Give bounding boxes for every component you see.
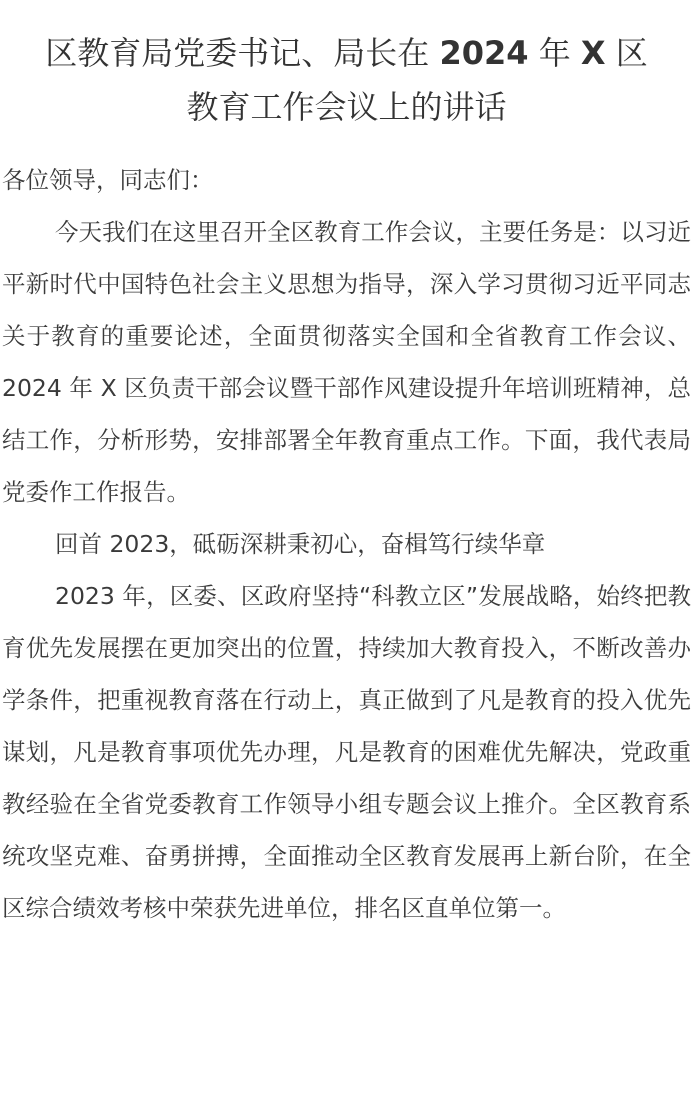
title-year: 2024	[439, 34, 529, 72]
title-part-a: 区教育局党委书记、局长在	[45, 34, 430, 72]
title-district-x: X	[580, 34, 606, 72]
title-line-2: 教育工作会议上的讲话	[186, 88, 507, 126]
paragraph-intro: 今天我们在这里召开全区教育工作会议，主要任务是：以习近平新时代中国特色社会主义思想为指导，深入学习贯彻习近平同志关于教育的重要论述，全面贯彻落实全国和全省教育工作会议、2024 年 X 区负责干部会议暨干部作风建设提升年培训班精神，总结工作，分析形势，安排部署全年教育重点工作。下面，我代表局党委作工作报告。	[2, 218, 691, 506]
section-heading: 回首 2023，砥砺深耕秉初心，奋楫笃行续华章	[55, 530, 546, 558]
paragraph-2023-review: 2023 年，区委、区政府坚持“科教立区”发展战略，始终把教育优先发展摆在更加突出的位置，持续加大教育投入，不断改善办学条件，把重视教育落在行动上，真正做到了凡是教育的投入优先谋划，凡是教育事项优先办理，凡是教育的困难优先解决，党政重教经验在全省党委教育工作领导小组专题会议上推介。全区教育系统攻坚克难、奋勇拼搏，全面推动全区教育发展再上新台阶，在全区综合绩效考核中荣获先进单位，排名区直单位第一。	[2, 582, 691, 922]
title-line-1	[4, 26, 689, 80]
title-part-b: 年	[538, 34, 571, 72]
title-part-c: 区	[615, 34, 648, 72]
greeting: 各位领导，同志们：	[2, 166, 214, 194]
speech-body	[0, 154, 693, 934]
document-title	[0, 0, 693, 134]
